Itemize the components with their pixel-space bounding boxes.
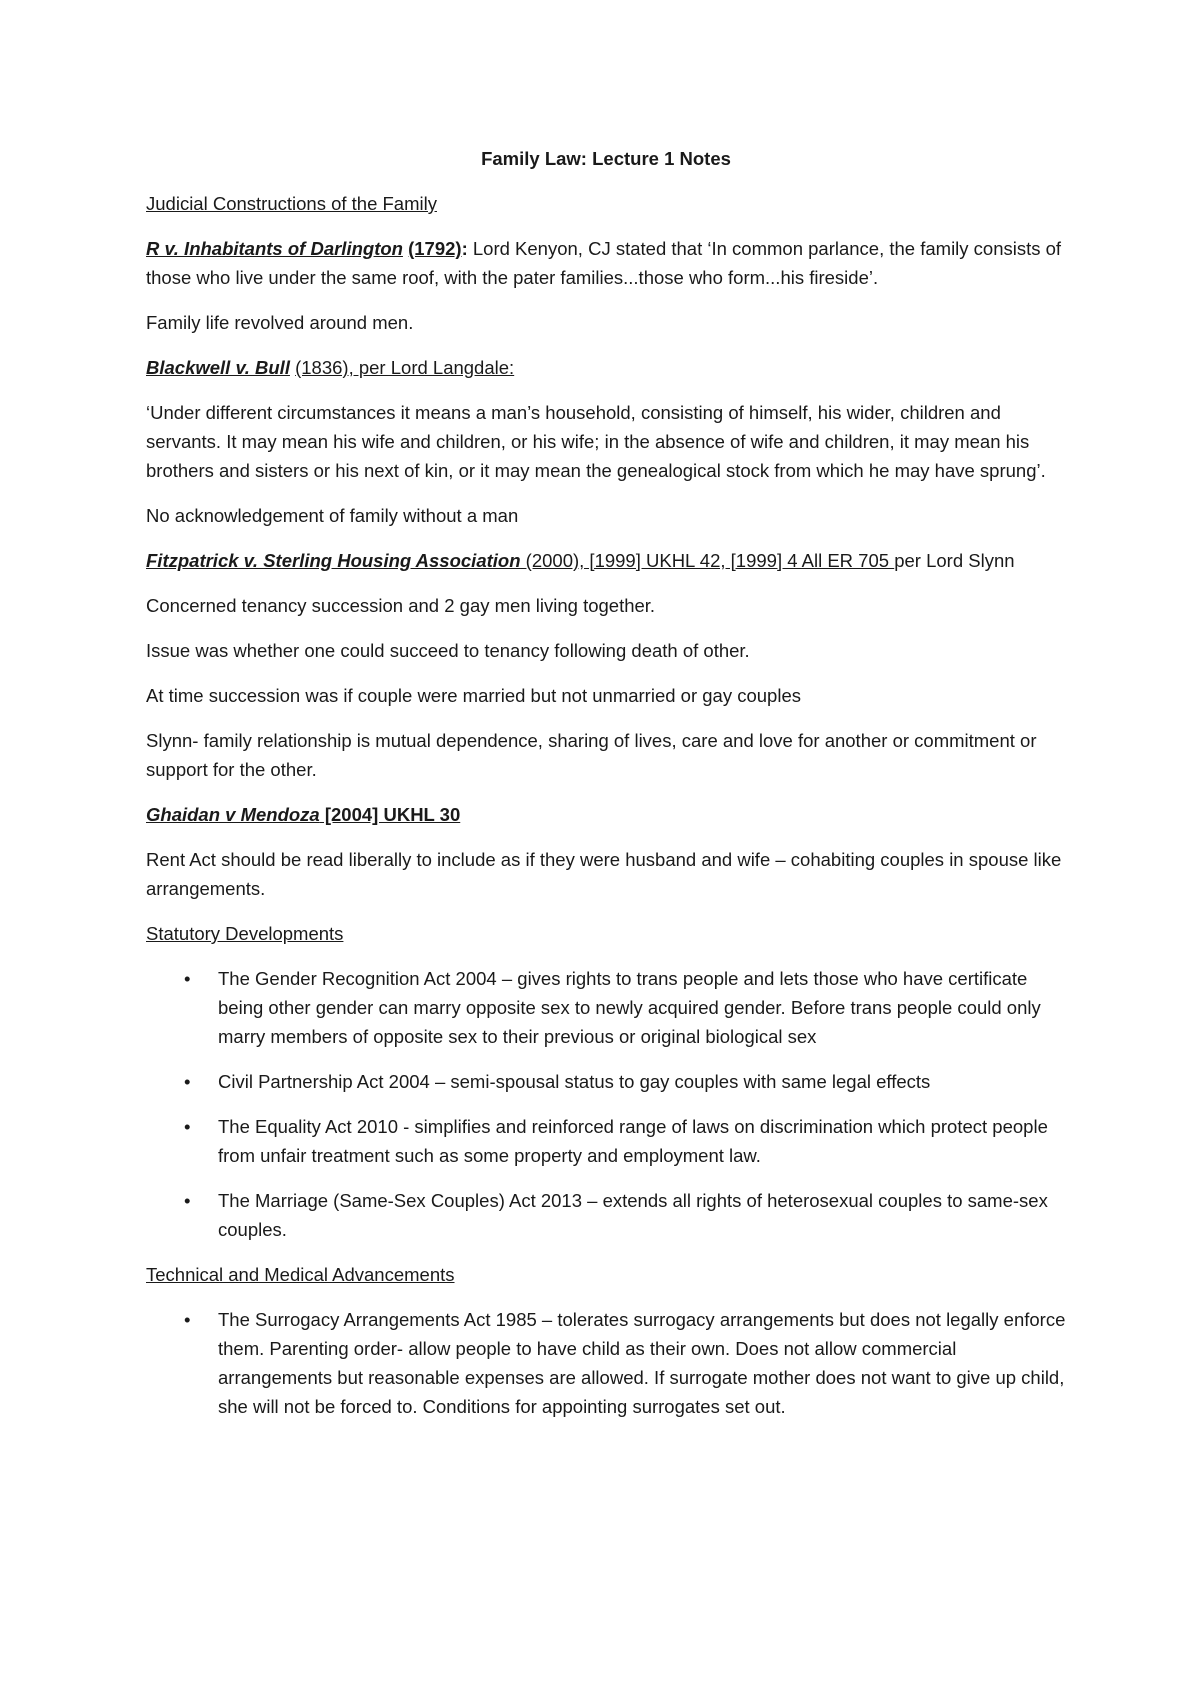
- bullet-icon: •: [184, 1071, 191, 1092]
- section-heading-technical: [146, 1260, 1066, 1289]
- case-citation-fitzpatrick: (2000), [1999] UKHL 42, [1999] 4 All ER 705: [520, 550, 895, 571]
- section-heading-statutory: [146, 919, 1066, 948]
- case-name-blackwell: Blackwell v. Bull: [146, 357, 290, 378]
- list-item-text: The Surrogacy Arrangements Act 1985 – tolerates surrogacy arrangements but does not legally enforce them. Parenting order- allow people to have child as their own. Does not allow commercial arrangements but reasonable expenses are allowed. If surrogate mother does not want to give up child, she will not be forced to. Conditions for appointing surrogates set out.: [218, 1309, 1066, 1417]
- section-heading-technical-text: Technical and Medical Advancements: [146, 1264, 455, 1285]
- note-no-acknowledgement: No acknowledgement of family without a man: [146, 505, 519, 526]
- fitz-note: Slynn- family relationship is mutual dependence, sharing of lives, care and love for another or commitment or support for the other.: [146, 730, 1037, 780]
- document-title: Family Law: Lecture 1 Notes: [481, 148, 731, 169]
- darlington-paragraph: [146, 234, 1066, 292]
- section-heading-statutory-text: Statutory Developments: [146, 923, 344, 944]
- bullet-icon: •: [184, 1309, 191, 1330]
- case-name-ghaidan: Ghaidan v Mendoza: [146, 804, 320, 825]
- bullet-icon: •: [184, 1190, 191, 1211]
- list-item-text: The Gender Recognition Act 2004 – gives rights to trans people and lets those who have certificate being other gender can marry opposite sex to newly acquired gender. Before trans people could only marry members of opposite sex to their previous or original biological sex: [218, 968, 1041, 1047]
- bullet-icon: •: [184, 1116, 191, 1137]
- darlington-text: Lord Kenyon, CJ stated that ‘In common parlance, the family consists of those who live under the same roof, with the pater families...those who form...his fireside’.: [146, 238, 1062, 288]
- technical-list: [146, 1305, 1066, 1421]
- case-year-darlington: (1792): [408, 238, 462, 259]
- fitz-note: At time succession was if couple were married but not unmarried or gay couples: [146, 685, 801, 706]
- case-name-darlington: R v. Inhabitants of Darlington: [146, 238, 403, 259]
- list-item-text: Civil Partnership Act 2004 – semi-spousal status to gay couples with same legal effects: [218, 1071, 931, 1092]
- bullet-icon: •: [184, 968, 191, 989]
- ghaidan-note: Rent Act should be read liberally to include as if they were husband and wife – cohabiting couples in spouse like arrangements.: [146, 849, 1062, 899]
- list-item: [146, 1305, 1066, 1421]
- document-page: [146, 144, 1066, 1437]
- fitz-note: Concerned tenancy succession and 2 gay men living together.: [146, 595, 656, 616]
- section-heading-judicial-text: Judicial Constructions of the Family: [146, 193, 437, 214]
- fitzpatrick-heading: [146, 546, 1066, 575]
- case-year-blackwell: (1836): [295, 357, 349, 378]
- darlington-colon: :: [461, 238, 468, 259]
- list-item: [146, 1067, 1066, 1096]
- section-heading-judicial: [146, 189, 1066, 218]
- list-item: [146, 1112, 1066, 1170]
- fitzpatrick-per: per Lord Slynn: [894, 550, 1015, 571]
- note-men: Family life revolved around men.: [146, 312, 414, 333]
- ghaidan-heading: [146, 800, 1066, 829]
- case-citation-ghaidan: [2004] UKHL 30: [319, 804, 461, 825]
- list-item: [146, 1186, 1066, 1244]
- list-item-text: The Equality Act 2010 - simplifies and reinforced range of laws on discrimination which protect people from unfair treatment such as some property and employment law.: [218, 1116, 1048, 1166]
- statutory-list: [146, 964, 1066, 1244]
- blackwell-quote: ‘Under different circumstances it means a man’s household, consisting of himself, his wider, children and servants. It may mean his wife and children, or his wife; in the absence of wife and children, it may mean his brothers and sisters or his next of kin, or it may mean the genealogical stock from which he may have sprung’.: [146, 402, 1046, 481]
- blackwell-per: , per Lord Langdale:: [348, 357, 515, 378]
- list-item-text: The Marriage (Same-Sex Couples) Act 2013 – extends all rights of heterosexual couples to same-sex couples.: [218, 1190, 1048, 1240]
- blackwell-heading: [146, 353, 1066, 382]
- list-item: [146, 964, 1066, 1051]
- case-name-fitzpatrick: Fitzpatrick v. Sterling Housing Association: [146, 550, 521, 571]
- fitz-note: Issue was whether one could succeed to tenancy following death of other.: [146, 640, 750, 661]
